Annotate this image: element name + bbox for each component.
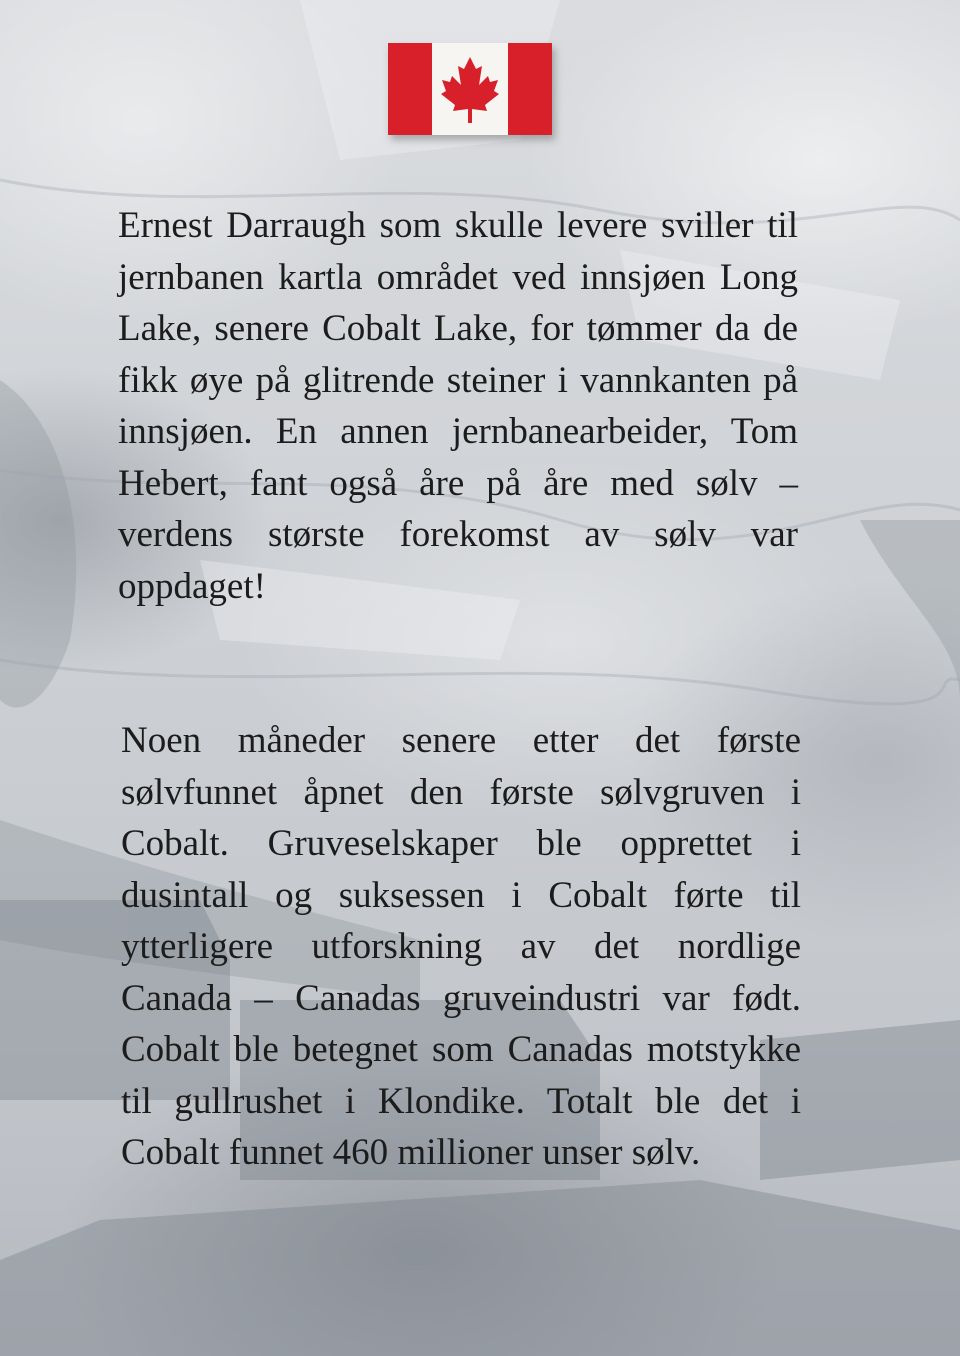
paragraph-discovery: Ernest Darraugh som skulle levere sviller til jernbanen kartla området ved innsjøen Long Lake, senere Cobalt Lake, for tømmer da de fikk øye på glitrende steiner i vannkanten på innsjøen. En annen jernbanearbeider, Tom Hebert, fant også åre på åre med sølv – verdens største forekomst av sølv var oppdaget! [118,205,798,607]
paragraph-mining-industry: Noen måneder senere etter det første sølvfunnet åpnet den første sølvgruven i Cobalt. Gruveselskaper ble opprettet i dusintall og suksessen i Cobalt førte til ytterligere utforskning av det nordlige Canada – Canadas gruveindustri var født. Cobalt ble betegnet som Canadas motstykke til gullrushet i Klondike. Totalt ble det i Cobalt funnet 460 millioner unser sølv. [121,720,801,1173]
canada-flag-icon [388,43,552,135]
